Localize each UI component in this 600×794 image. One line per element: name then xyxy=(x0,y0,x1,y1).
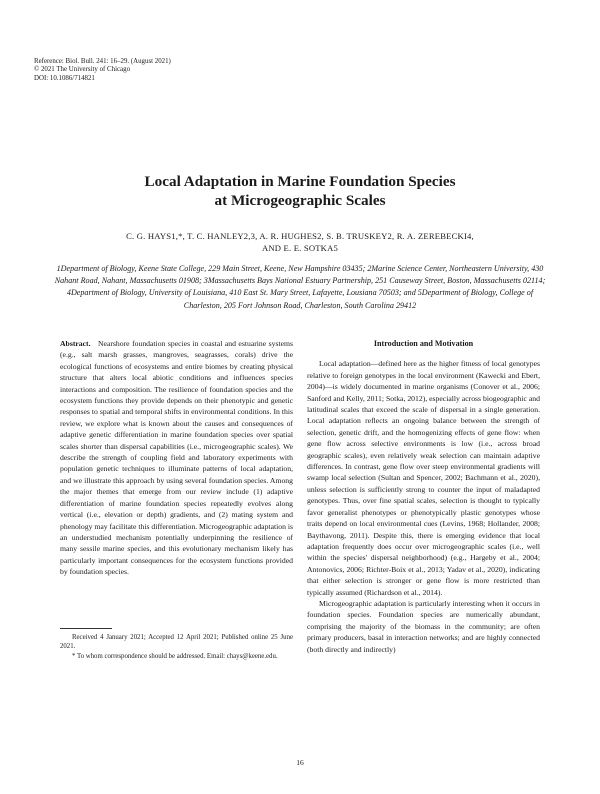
article-title xyxy=(60,172,540,210)
introduction-column xyxy=(307,338,540,655)
section-heading: Introduction and Motivation xyxy=(373,339,474,348)
author-list xyxy=(60,231,540,254)
citation-block xyxy=(34,58,171,83)
footnotes xyxy=(60,633,293,661)
authors-line-1: C. G. HAYS1,*, T. C. HANLEY2,3, A. R. HUGHES2, S. B. TRUSKEY2, R. A. ZEREBECKI4, xyxy=(126,231,474,241)
abstract-text: Nearshore foundation species in coastal and estuarine systems (e.g., salt marsh grasses, mangroves, seagrasses, corals) drive the ecological functions of ecosystems and entire biomes by creating physical structure that alters local abiotic conditions and influences species interactions and composition. The resilience of foundation species and the ecosystem functions they provide depends on their phenotypic and genetic responses to spatial and temporal shifts in environmental conditions. In this review, we explore what is known about the causes and consequences of adaptive genetic differentiation in marine foundation species over spatial scales shorter than dispersal capabilities (i.e., microgeographic scales). We describe the strength of coupling field and laboratory experiments with population genetic techniques to illuminate patterns of local adaptation, and we illustrate this approach by using several foundation species. Among the major themes that emerge from our review include (1) adaptive differentiation of marine foundation species repeatedly evolves along vertical (i.e., elevation or depth) gradients, and (2) mating system and phenology may facilitate this differentiation. Microgeographic adaptation is an understudied mechanism potentially underpinning the resilience of many sessile marine species, and this evolutionary mechanism likely has particularly important consequences for the ecosystem functions provided by foundation species. xyxy=(60,339,294,577)
intro-paragraph-1: Local adaptation—defined here as the higher fitness of local genotypes relative to foreign genotypes in the local environment (Kawecki and Ebert, 2004)—is widely documented in marine organisms (Conover et al., 2006; Sanford and Kelly, 2011; Sotka, 2012), especially across biogeographic and latitudinal scales that exceed the scale of dispersal in a single generation. Local adaptation reflects an ongoing balance between the strength of selection, genetic drift, and the homogenizing effects of gene flow: when gene flow across selective environments is low (i.e., across broad geographic scales), even relatively weak selection can maintain adaptive differences. In contrast, gene flow over steep environmental gradients will swamp local selection (Sultan and Spencer, 2002; Bachmann et al., 2020), unless selection is sufficiently strong to counter the input of maladapted genotypes. Thus, over fine spatial scales, selection is thought to typically favor generalist phenotypes or phenotypically plastic genotypes whose traits depend on local environmental cues (Levins, 1968; Hollander, 2008; Baythavong, 2011). Despite this, there is emerging evidence that local adaptation frequently does occur over microgeographic scales (i.e., well within the species' dispersal neighborhood) (e.g., Hargeby et al., 2004; Antonovics, 2006; Richter-Boix et al., 2013; Yadav et al., 2020), indicating that either selection is stronger or gene flow is more restricted than typically assumed (Richardson et al., 2014). xyxy=(307,359,540,597)
citation-doi: DOI: 10.1086/714821 xyxy=(34,74,95,82)
footnote-rule xyxy=(60,628,112,629)
authors-line-2: AND E. E. SOTKA5 xyxy=(261,242,338,253)
correspondence-note: * To whom correspondence should be addressed. Email: chays@keene.edu. xyxy=(72,652,278,660)
title-line-1: Local Adaptation in Marine Foundation Species xyxy=(144,173,456,190)
title-line-2: at Microgeographic Scales xyxy=(214,192,386,209)
citation-reference: Reference: Biol. Bull. 241: 16–29. (August 2021) xyxy=(34,58,171,65)
intro-paragraph-2: Microgeographic adaptation is particularly interesting when it occurs in foundation species. Foundation species are numerically abundant, comprising the majority of the biomass in the community; are often primary producers, basal in interaction networks; and are highly connected (both directly and indirectly) xyxy=(307,598,540,654)
received-note: Received 4 January 2021; Accepted 12 April 2021; Published online 25 June 2021. xyxy=(60,634,293,651)
abstract-column xyxy=(60,338,293,578)
abstract-label: Abstract. xyxy=(60,339,91,348)
abstract-paragraph xyxy=(60,338,293,578)
citation-copyright: © 2021 The University of Chicago xyxy=(34,66,131,74)
page-number: 16 xyxy=(296,758,304,767)
affiliations: 1Department of Biology, Keene State College, 229 Main Street, Keene, New Hampshire 03435; 2Marine Science Center, Northeastern University, 430 Nahant Road, Nahant, Massachusetts 01908; 3Massachusetts Bays National Estuary Partnership, 251 Causeway Street, Boston, Massachusetts 02114; 4Department of Biology, University of Louisiana, 410 East St. Mary Street, Lafayette, Lousiana 70503; and 5Department of Biology, College of Charleston, 205 Fort Johnson Road, Charleston, South Carolina 29412 xyxy=(54,264,546,310)
